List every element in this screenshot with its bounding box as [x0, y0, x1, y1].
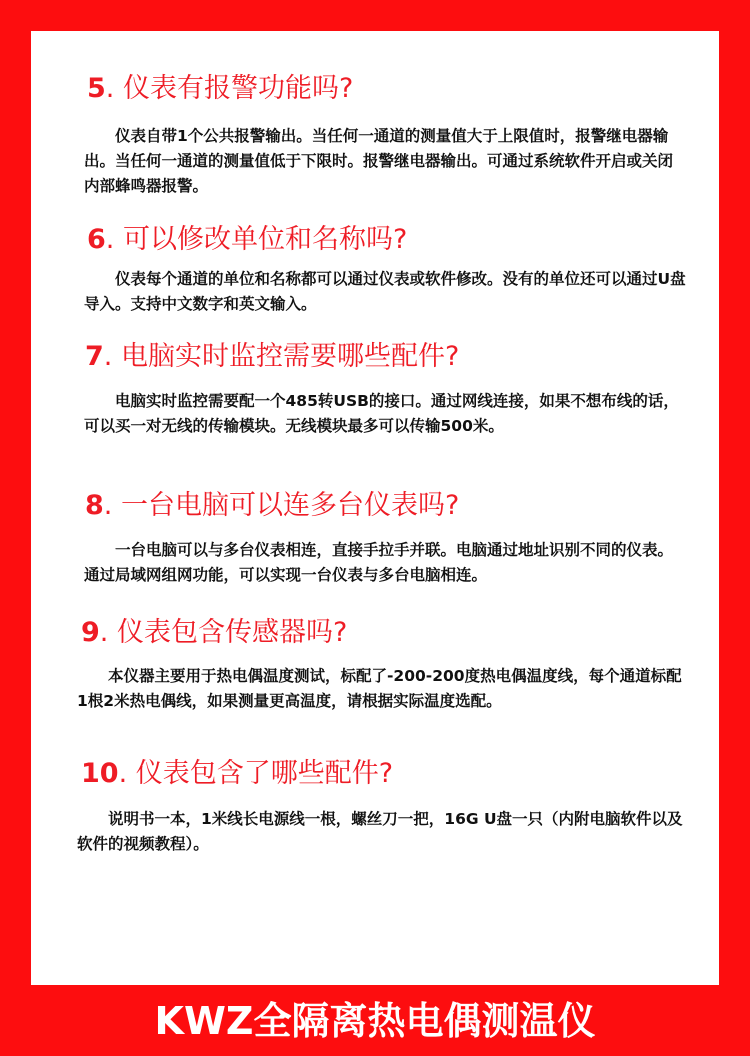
faq-question-5 [87, 72, 719, 106]
faq-question-8 [85, 489, 719, 523]
faq-question-7 [85, 340, 719, 374]
faq-number: 5 [87, 73, 106, 104]
faq-question-9 [81, 616, 719, 650]
faq-number: 9 [81, 617, 100, 648]
faq-question-text: . 一台电脑可以连多台仪表吗? [103, 490, 460, 521]
faq-answer-5: 仪表自带1个公共报警输出。当任何一通道的测量值大于上限值时，报警继电器输出。当任何一通道的测量值低于下限时。报警继电器输出。可通过系统软件开启或关闭内部蜂鸣器报警。 [84, 127, 674, 195]
faq-item-8 [31, 489, 719, 588]
content-panel [31, 31, 719, 985]
faq-number: 8 [85, 490, 104, 521]
faq-item-6 [31, 223, 719, 317]
faq-answer-8: 一台电脑可以与多台仪表相连，直接手拉手并联。电脑通过地址识别不同的仪表。通过局域网组网功能，可以实现一台仪表与多台电脑相连。 [84, 541, 674, 584]
faq-question-text: . 可以修改单位和名称吗? [105, 224, 408, 255]
faq-answer-7: 电脑实时监控需要配一个485转USB的接口。通过网线连接，如果不想布线的话，可以买一对无线的传输模块。无线模块最多可以传输500米。 [84, 392, 679, 435]
faq-item-10 [31, 757, 719, 857]
faq-answer-10: 说明书一本，1米线长电源线一根，螺丝刀一把，16G U盘一只（内附电脑软件以及软件的视频教程）。 [77, 810, 683, 853]
faq-item-7 [31, 340, 719, 439]
faq-answer-9: 本仪器主要用于热电偶温度测试，标配了-200-200度热电偶温度线，每个通道标配1根2米热电偶线，如果测量更高温度，请根据实际温度选配。 [77, 667, 682, 710]
faq-question-text: . 仪表有报警功能吗? [105, 73, 354, 104]
faq-answer-6: 仪表每个通道的单位和名称都可以通过仪表或软件修改。没有的单位还可以通过U盘导入。支持中文数字和英文输入。 [84, 270, 686, 313]
faq-number: 7 [85, 341, 104, 372]
faq-question-6 [87, 223, 719, 257]
footer-title: KWZ全隔离热电偶测温仪 [154, 999, 596, 1043]
faq-question-text: . 仪表包含传感器吗? [99, 617, 348, 648]
faq-item-9 [31, 616, 719, 714]
faq-question-10 [81, 757, 719, 791]
faq-item-5 [31, 72, 719, 199]
faq-question-text: . 仪表包含了哪些配件? [118, 758, 394, 789]
faq-number: 6 [87, 224, 106, 255]
faq-number: 10 [81, 758, 119, 789]
faq-question-text: . 电脑实时监控需要哪些配件? [103, 341, 460, 372]
